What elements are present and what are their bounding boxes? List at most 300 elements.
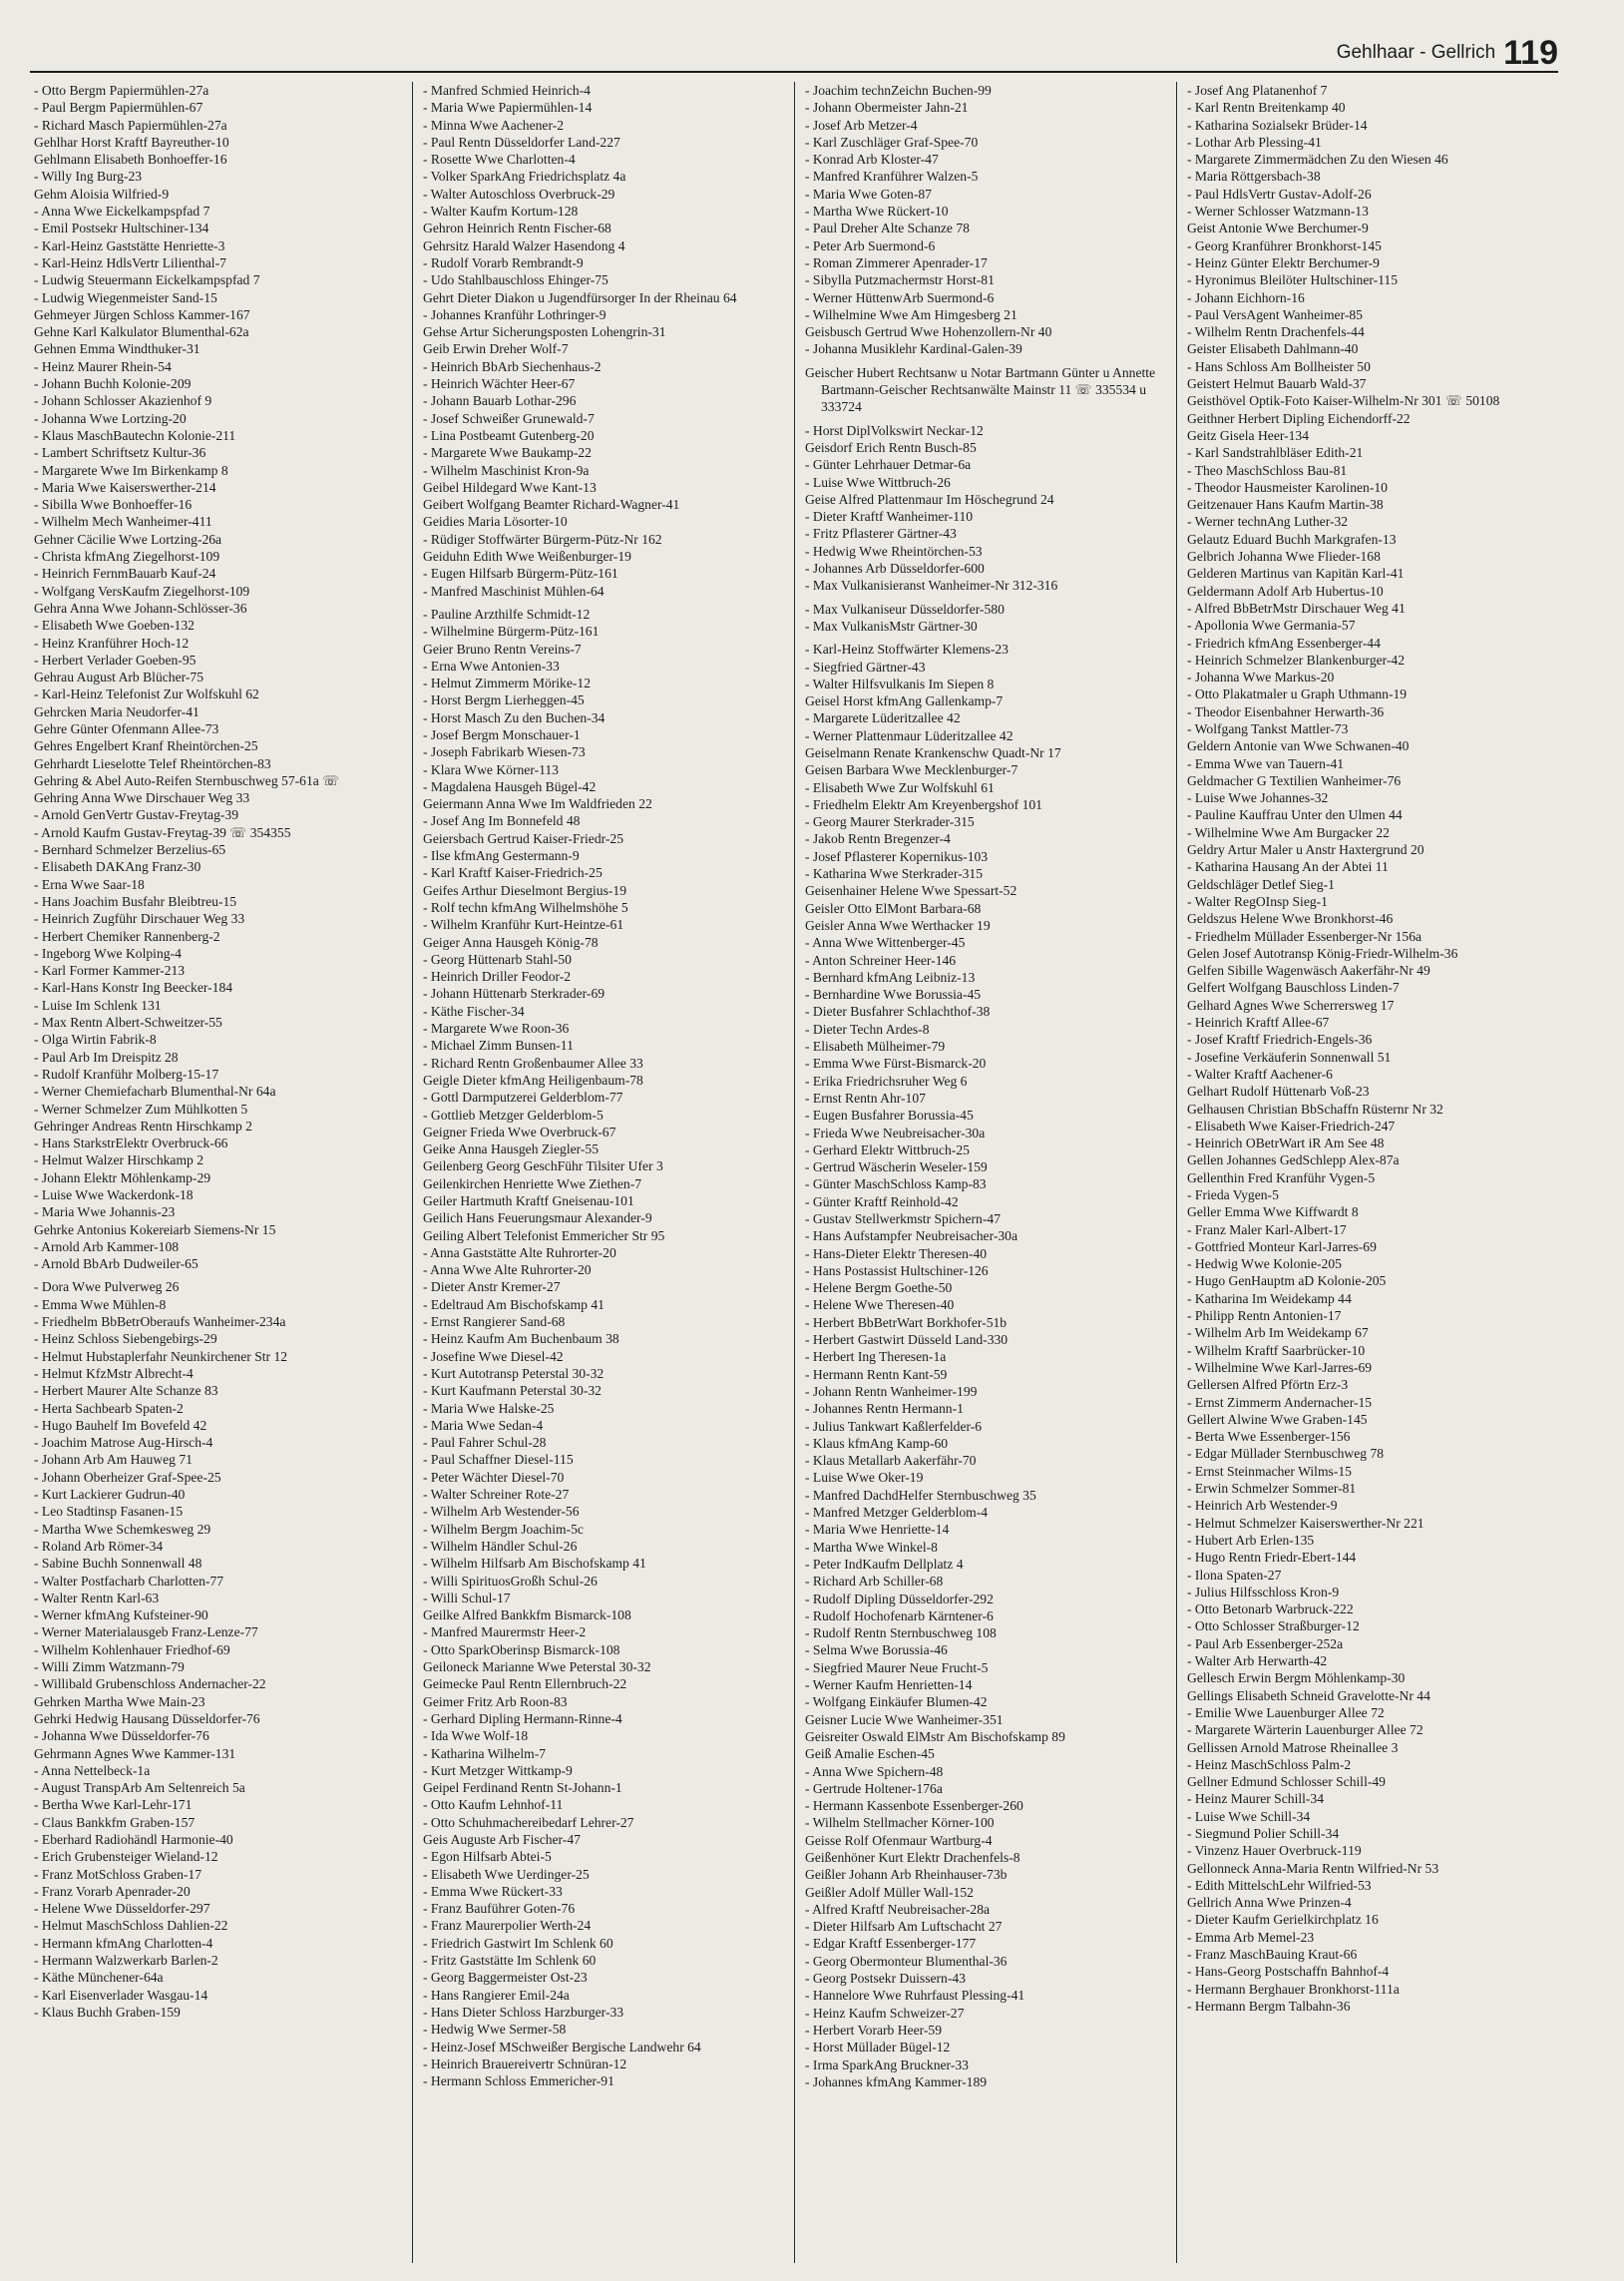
directory-entry: - Klara Wwe Körner-113 [423,761,559,777]
directory-entry: - August TranspArb Am Seltenreich 5a [34,1780,245,1796]
directory-entry: - Johann Oberheizer Graf-Spee-25 [34,1469,221,1485]
directory-entry: - Rudolf Vorarb Rembrandt-9 [423,254,584,270]
directory-entry: Gehra Anna Wwe Johann-Schlösser-36 [34,600,247,616]
directory-entry: - Hyronimus Bleilöter Hultschiner-115 [1187,272,1399,288]
directory-entry: Geisthövel Optik-Foto Kaiser-Wilhelm-Nr 301 ☏ 50108 [1187,393,1500,409]
directory-entry: - Wilhelmine Wwe Am Himgesberg 21 [805,306,1017,322]
directory-entry: Gehrmann Agnes Wwe Kammer-131 [34,1745,236,1761]
directory-entry: - Johannes kfmAng Kammer-189 [805,2073,988,2089]
directory-entry: - Julius Tankwart Kaßlerfelder-6 [805,1418,983,1434]
directory-entry: Geißler Adolf Müller Wall-152 [805,1884,974,1900]
directory-entry: - Georg Kranführer Bronkhorst-145 [1187,237,1382,253]
directory-entry: - Wolfgang VersKaufm Ziegelhorst-109 [34,583,250,599]
directory-entry: - Johann Bauarb Lothar-296 [423,393,577,409]
directory-entry: - Peter IndKaufm Dellplatz 4 [805,1556,964,1572]
directory-entry: - Klaus Buchh Graben-159 [34,2004,181,2020]
directory-entry: - Anna Wwe Spichern-48 [805,1763,944,1779]
directory-entry: - Willi Zimm Watzmann-79 [34,1659,185,1675]
directory-entry: Geisdorf Erich Rentn Busch-85 [805,439,977,455]
directory-entry: - Max Rentn Albert-Schweitzer-55 [34,1015,222,1031]
directory-entry: - Rosette Wwe Charlotten-4 [423,152,576,168]
directory-entry: Geldermann Adolf Arb Hubertus-10 [1187,583,1384,599]
directory-entry: - Edith MittelschLehr Wilfried-53 [1187,1877,1372,1893]
directory-entry: - Maria Wwe Johannis-23 [34,1204,176,1220]
directory-entry: Geldern Antonie van Wwe Schwanen-40 [1187,738,1410,754]
directory-entry: - Udo Stahlbauschloss Ehinger-75 [423,272,609,288]
directory-entry: - Max Vulkaniseur Düsseldorfer-580 [805,601,1005,617]
directory-entry: - Helmut Zimmerm Mörike-12 [423,676,591,691]
directory-entry: - Johanna Wwe Markus-20 [1187,670,1335,685]
directory-entry: - Heinz Maurer Schill-34 [1187,1791,1325,1807]
directory-entry: - Helmut Hubstaplerfahr Neunkirchener Str 12 [34,1348,288,1364]
directory-entry: Gehres Engelbert Kranf Rheintörchen-25 [34,738,258,754]
directory-entry: Geigle Dieter kfmAng Heiligenbaum-78 [423,1072,643,1088]
directory-entry: Gehrhardt Lieselotte Telef Rheintörchen-83 [34,755,271,771]
directory-entry: - Edeltraud Am Bischofskamp 41 [423,1296,605,1312]
directory-entry: - Pauline Arzthilfe Schmidt-12 [423,606,591,622]
directory-entry: - Manfred Maurermstr Heer-2 [423,1624,587,1640]
directory-entry: - Martha Wwe Winkel-8 [805,1539,938,1555]
directory-entry: - Walter Rentn Karl-63 [34,1590,160,1605]
directory-entry: Gehre Günter Ofenmann Allee-73 [34,720,219,736]
directory-entry: - Wilhelm Arb Im Weidekamp 67 [1187,1325,1369,1341]
directory-entry: - Johann Hüttenarb Sterkrader-69 [423,986,606,1002]
directory-entry: - Georg Hüttenarb Stahl-50 [423,951,572,967]
directory-entry: - Heinz-Josef MSchweißer Bergische Landwehr 64 [423,2039,701,2054]
directory-entry: - Rolf techn kfmAng Wilhelmshöhe 5 [423,899,628,915]
directory-entry: - Johann Elektr Möhlenkamp-29 [34,1169,211,1185]
directory-entry: Geisler Otto ElMont Barbara-68 [805,900,982,916]
directory-entry: - Karl-Heinz HdlsVertr Lilienthal-7 [34,254,226,270]
directory-entry: - Helene Bergm Goethe-50 [805,1280,953,1296]
directory-entry: Gellert Alwine Wwe Graben-145 [1187,1411,1368,1427]
directory-entry: - Dora Wwe Pulverweg 26 [34,1279,180,1295]
directory-entry: - Anna Gaststätte Alte Ruhrorter-20 [423,1244,616,1260]
directory-entry: - Kurt Metzger Wittkamp-9 [423,1762,573,1778]
directory-entry: - Wilhelm Maschinist Kron-9a [423,462,590,478]
directory-entry: - Lothar Arb Plessing-41 [1187,134,1322,150]
directory-entry: Geitzenauer Hans Kaufm Martin-38 [1187,497,1384,513]
directory-entry: - Heinrich Brauereivertr Schnüran-12 [423,2055,627,2071]
directory-entry: - Georg Maurer Sterkrader-315 [805,814,975,830]
directory-entry: - Herbert Verlader Goeben-95 [34,652,197,668]
directory-entry: - Manfred Kranführer Walzen-5 [805,169,979,185]
directory-entry: Geiduhn Edith Wwe Weißenburger-19 [423,549,631,565]
directory-entry: - Werner Kaufm Henrietten-14 [805,1677,973,1693]
directory-entry: Geifes Arthur Dieselmont Bergius-19 [423,882,626,898]
directory-entry: - Magdalena Hausgeh Bügel-42 [423,778,597,794]
directory-entry: Geis Auguste Arb Fischer-47 [423,1831,581,1847]
directory-entry: - Ernst Rentn Ahr-107 [805,1090,926,1106]
directory-entry: - Anna Nettelbeck-1a [34,1762,151,1778]
directory-entry: - Wilhelm Kranführ Kurt-Heintze-61 [423,917,624,933]
directory-entry: - Margarete Wärterin Lauenburger Allee 72 [1187,1722,1423,1738]
directory-entry: - Otto SparkOberinsp Bismarck-108 [423,1641,620,1657]
directory-entry: Geldschläger Detlef Sieg-1 [1187,876,1335,892]
directory-entry: - Olga Wirtin Fabrik-8 [34,1032,157,1048]
directory-entry: - Elisabeth Wwe Kaiser-Friedrich-247 [1187,1118,1396,1134]
directory-entry: Gellonneck Anna-Maria Rentn Wilfried-Nr 53 [1187,1860,1439,1876]
directory-entry: - Konrad Arb Kloster-47 [805,152,939,168]
directory-entry: Gehlmann Elisabeth Bonhoeffer-16 [34,152,227,168]
directory-entry: - Dieter Anstr Kremer-27 [423,1279,561,1295]
directory-entry: Gehrsitz Harald Walzer Hasendong 4 [423,237,625,253]
directory-entry: - Heinrich Wächter Heer-67 [423,376,576,392]
directory-entry: - Walter RegOInsp Sieg-1 [1187,893,1328,909]
directory-entry: Gehrken Martha Wwe Main-23 [34,1693,205,1709]
directory-entry: - Hans Schloss Am Bollheister 50 [1187,358,1371,374]
directory-entry: - Minna Wwe Aachener-2 [423,117,565,133]
directory-entry: - Dieter Hilfsarb Am Luftschacht 27 [805,1919,1003,1935]
directory-entry: - Maria Wwe Halske-25 [423,1400,555,1416]
directory-entry: - Wilhelm Stellmacher Körner-100 [805,1815,995,1831]
directory-entry: - Eugen Hilfsarb Bürgerm-Pütz-161 [423,566,618,582]
directory-entry: - Katharina Wilhelm-7 [423,1745,547,1761]
directory-entry: - Arnold GenVertr Gustav-Freytag-39 [34,807,238,823]
directory-entry: Gellrich Anna Wwe Prinzen-4 [1187,1895,1352,1911]
directory-entry: - Frieda Wwe Neubreisacher-30a [805,1125,986,1140]
directory-entry: - Leo Stadtinsp Fasanen-15 [34,1504,184,1520]
directory-entry: - Heinz Schloss Siebengebirgs-29 [34,1331,217,1347]
directory-entry: Gellings Elisabeth Schneid Gravelotte-Nr 44 [1187,1687,1430,1703]
directory-entry: - Johann Schlosser Akazienhof 9 [34,393,212,409]
directory-entry: Gelhard Agnes Wwe Scherrersweg 17 [1187,997,1395,1013]
directory-entry: Gehrt Dieter Diakon u Jugendfürsorger In der Rheinau 64 [423,289,737,305]
directory-entry: - Joachim Matrose Aug-Hirsch-4 [34,1435,213,1451]
directory-entry: - Otto Betonarb Warbruck-222 [1187,1601,1354,1617]
directory-entry: - Werner Schlosser Watzmann-13 [1187,204,1369,220]
directory-entry: - Lina Postbeamt Gutenberg-20 [423,427,595,443]
directory-entry: Geiling Albert Telefonist Emmericher Str 95 [423,1227,665,1243]
directory-entry: - Walter Arb Herwarth-42 [1187,1653,1328,1669]
directory-entry: - Paul Dreher Alte Schanze 78 [805,221,970,236]
directory-entry: - Helmut MaschSchloss Dahlien-22 [34,1918,228,1934]
directory-entry: - Helmut Schmelzer Kaiserswerther-Nr 221 [1187,1515,1424,1531]
directory-entry: - Hermann Kassenbote Essenberger-260 [805,1798,1023,1814]
directory-entry: - Hedwig Wwe Sermer-58 [423,2022,567,2038]
directory-entry: - Wolfgang Einkäufer Blumen-42 [805,1694,988,1710]
directory-entry: - Manfred Metzger Gelderblom-4 [805,1505,989,1521]
directory-entry: - Helene Wwe Theresen-40 [805,1297,955,1313]
directory-entry: - Hedwig Wwe Kolonie-205 [1187,1256,1342,1272]
directory-entry: Geister Elisabeth Dahlmann-40 [1187,341,1359,357]
directory-entry: - Siegfried Gärtner-43 [805,659,926,675]
directory-entry: Geiermann Anna Wwe Im Waldfrieden 22 [423,796,652,812]
directory-entry: - Wilhelm Kraftf Saarbrücker-10 [1187,1342,1366,1358]
directory-entry: - Günter MaschSchloss Kamp-83 [805,1176,987,1192]
directory-entry: - Luise Wwe Wackerdonk-18 [34,1187,194,1202]
directory-entry: - Otto Bergm Papiermühlen-27a [34,83,209,98]
directory-entry: - Maria Wwe Sedan-4 [423,1417,544,1433]
directory-entry: Geißenhöner Kurt Elektr Drachenfels-8 [805,1849,1020,1865]
directory-entry: - Theo MaschSchloss Bau-81 [1187,462,1348,478]
directory-entry: - Heinrich Driller Feodor-2 [423,969,572,985]
directory-entry: - Herbert Ing Theresen-1a [805,1349,947,1365]
directory-entry: - Claus Bankkfm Graben-157 [34,1814,196,1830]
directory-entry: - Pauline Kauffrau Unter den Ulmen 44 [1187,807,1403,823]
directory-entry: - Gottfried Monteur Karl-Jarres-69 [1187,1238,1377,1254]
directory-entry: Geilke Alfred Bankkfm Bismarck-108 [423,1607,631,1623]
directory-entry: - Irma SparkAng Bruckner-33 [805,2056,969,2072]
directory-entry: - Horst Masch Zu den Buchen-34 [423,709,606,725]
directory-entry: - Wilhelm Arb Westender-56 [423,1504,580,1520]
directory-entry: - Margarete Lüderitzallee 42 [805,710,961,726]
directory-entry: - Siegmund Polier Schill-34 [1187,1825,1340,1841]
directory-entry: - Richard Rentn Großenbaumer Allee 33 [423,1055,643,1071]
directory-entry: - Gottl Darmputzerei Gelderblom-77 [423,1090,623,1106]
directory-entry: Gehner Cäcilie Wwe Lortzing-26a [34,531,222,547]
directory-entry: - Franz MaschBauing Kraut-66 [1187,1947,1358,1963]
directory-entry: Gehlhar Horst Kraftf Bayreuther-10 [34,134,229,150]
directory-entry: - Roman Zimmerer Apenrader-17 [805,254,988,270]
directory-entry: - Lambert Schriftsetz Kultur-36 [34,445,206,461]
directory-entry: - Alfred BbBetrMstr Dirschauer Weg 41 [1187,600,1406,616]
directory-entry: - Johanna Wwe Lortzing-20 [34,410,187,426]
page-header [1337,26,1558,70]
directory-entry: - Klaus Metallarb Aakerfähr-70 [805,1453,977,1469]
directory-entry: - Bernhardine Wwe Borussia-45 [805,987,982,1003]
directory-entry: - Arnold Arb Kammer-108 [34,1238,180,1254]
directory-entry: - Erna Wwe Saar-18 [34,876,145,892]
directory-entry: - Arnold Kaufm Gustav-Freytag-39 ☏ 354355 [34,824,291,840]
directory-entry: - Günter Lehrhauer Detmar-6a [805,457,972,473]
directory-entry: Geist Antonie Wwe Berchumer-9 [1187,221,1369,236]
directory-entry: - Kurt Lackierer Gudrun-40 [34,1487,186,1503]
directory-entry: - Manfred Maschinist Mühlen-64 [423,583,605,599]
directory-entry: - Hermann Rentn Kant-59 [805,1366,948,1382]
directory-entry: - Anna Wwe Eickelkampspfad 7 [34,204,210,220]
directory-entry: - Franz MotSchloss Graben-17 [34,1866,203,1882]
directory-entry: Geibel Hildegard Wwe Kant-13 [423,479,597,495]
directory-entry: - Katharina Hausang An der Abtei 11 [1187,859,1389,875]
directory-entry: - Luise Im Schlenk 131 [34,997,162,1013]
directory-entry: - Bernhard kfmAng Leibniz-13 [805,969,976,985]
directory-entry: Geigner Frieda Wwe Overbruck-67 [423,1124,616,1140]
directory-entry: Gelderen Martinus van Kapitän Karl-41 [1187,566,1405,582]
directory-entry: Geiler Hartmuth Kraftf Gneisenau-101 [423,1193,634,1208]
directory-entry: - Emma Arb Memel-23 [1187,1929,1315,1945]
directory-entry: - Heinrich OBetrWart iR Am See 48 [1187,1136,1385,1151]
directory-entry: - Max Vulkanisieranst Wanheimer-Nr 312-316 [805,578,1058,594]
directory-entry: - Sibylla Putzmachermstr Horst-81 [805,272,995,288]
directory-entry: - Sabine Buchh Sonnenwall 48 [34,1556,203,1572]
directory-entry: - Karl Kraftf Kaiser-Friedrich-25 [423,865,603,881]
directory-entry: - Herta Sachbearb Spaten-2 [34,1400,184,1416]
directory-entry: - Josef Schweißer Grunewald-7 [423,410,595,426]
directory-entry: - Fritz Gaststätte Im Schlenk 60 [423,1953,597,1969]
directory-entry: Gelbrich Johanna Wwe Flieder-168 [1187,549,1381,565]
directory-entry: Gelfen Sibille Wagenwäsch Aakerfähr-Nr 49 [1187,963,1430,979]
directory-entry: Geisel Horst kfmAng Gallenkamp-7 [805,693,1004,709]
directory-entry: - Hans StarkstrElektr Overbruck-66 [34,1136,228,1151]
directory-entry: Gellen Johannes GedSchlepp Alex-87a [1187,1152,1400,1168]
directory-entry: - Rudolf Kranführ Molberg-15-17 [34,1066,219,1082]
directory-entry: - Günter Kraftf Reinhold-42 [805,1193,959,1209]
directory-entry: - Heinz Maurer Rhein-54 [34,358,172,374]
directory-entry: - Ludwig Steuermann Eickelkampspfad 7 [34,272,260,288]
directory-entry: - Ernst Rangierer Sand-68 [423,1314,566,1330]
directory-entry: - Emil Postsekr Hultschiner-134 [34,221,209,236]
directory-entry: Geldry Artur Maler u Anstr Haxtergrund 20 [1187,842,1424,858]
directory-entry: - Ida Wwe Wolf-18 [423,1728,529,1744]
directory-entry: - Herbert Chemiker Rannenberg-2 [34,928,220,944]
directory-entry: - Emma Wwe Mühlen-8 [34,1296,167,1312]
directory-entry: - Paul Schaffner Diesel-115 [423,1452,574,1468]
directory-entry: - Hans-Dieter Elektr Theresen-40 [805,1245,988,1261]
directory-entry: - Hans-Georg Postschaffn Bahnhof-4 [1187,1964,1390,1980]
directory-entry: Geiersbach Gertrud Kaiser-Friedr-25 [423,830,624,846]
directory-entry: - Josef Kraftf Friedrich-Engels-36 [1187,1032,1373,1048]
directory-entry: - Horst Müllader Bügel-12 [805,2040,951,2055]
directory-entry: - Emma Wwe Rückert-33 [423,1883,563,1899]
directory-entry: - Ingeborg Wwe Kolping-4 [34,945,182,961]
directory-entry: - Martha Wwe Schemkesweg 29 [34,1521,211,1537]
directory-entry: - Elisabeth DAKAng Franz-30 [34,859,202,875]
page-number: 119 [1503,34,1558,72]
directory-entry: - Werner kfmAng Kufsteiner-90 [34,1607,208,1623]
directory-entry: - Joseph Fabrikarb Wiesen-73 [423,744,586,760]
directory-entry: - Dieter Kraftf Wanheimer-110 [805,509,974,525]
directory-entry: - Hannelore Wwe Ruhrfaust Plessing-41 [805,1988,1025,2004]
directory-entry: Geisler Anna Wwe Werthacker 19 [805,917,991,933]
directory-entry: - Erwin Schmelzer Sommer-81 [1187,1481,1357,1497]
directory-entry: - Bernhard Schmelzer Berzelius-65 [34,842,226,858]
directory-entry: Geitz Gisela Heer-134 [1187,427,1310,443]
directory-entry: - Karl Former Kammer-213 [34,963,186,979]
column-2 [412,82,794,2263]
directory-entry: - Johann Rentn Wanheimer-199 [805,1383,978,1399]
directory-entry: - Johannes Rentn Hermann-1 [805,1401,964,1417]
directory-entry: Gehne Karl Kalkulator Blumenthal-62a [34,324,249,340]
directory-entry: - Maria Wwe Papiermühlen-14 [423,100,593,116]
directory-entry: - Klaus kfmAng Kamp-60 [805,1435,949,1451]
directory-entry: - Joachim technZeichn Buchen-99 [805,83,992,98]
directory-entry: - Johanna Wwe Düsseldorfer-76 [34,1728,209,1744]
directory-entry: - Peter Arb Suermond-6 [805,237,936,253]
directory-entry: - Alfred Kraftf Neubreisacher-28a [805,1901,991,1917]
directory-entry: Gehse Artur Sicherungsposten Lohengrin-31 [423,324,666,340]
directory-entry: - Gertrude Holtener-176a [805,1780,943,1796]
directory-entry: - Hermann Berghauer Bronkhorst-111a [1187,1981,1400,1997]
directory-entry: - Wilhelm Rentn Drachenfels-44 [1187,324,1365,340]
directory-columns [30,82,1558,2263]
directory-entry: Gelhart Rudolf Hüttenarb Voß-23 [1187,1084,1370,1100]
directory-entry: - Heinz Kaufm Schweizer-27 [805,2005,965,2021]
directory-entry: - Max VulkanisMstr Gärtner-30 [805,618,978,634]
directory-entry: - Fritz Pflasterer Gärtner-43 [805,526,957,542]
directory-entry: - Eberhard Radiohändl Harmonie-40 [34,1831,233,1847]
directory-entry: - Heinz Günter Elektr Berchumer-9 [1187,254,1380,270]
directory-entry: - Josef Bergm Monschauer-1 [423,726,581,742]
directory-entry: - Bertha Wwe Karl-Lehr-171 [34,1797,193,1813]
directory-entry: - Erna Wwe Antonien-33 [423,658,560,674]
directory-entry: Geiselmann Renate Krankenschw Quadt-Nr 17 [805,744,1061,760]
directory-entry: - Roland Arb Römer-34 [34,1538,164,1554]
directory-entry: - Edgar Müllader Sternbuschweg 78 [1187,1446,1385,1462]
directory-entry: - Maria Röttgersbach-38 [1187,169,1321,185]
directory-entry: Geiß Amalie Eschen-45 [805,1746,935,1762]
directory-entry: - Käthe Münchener-64a [34,1970,164,1986]
directory-entry: Gellesch Erwin Bergm Möhlenkamp-30 [1187,1670,1406,1686]
directory-entry: - Ernst Steinmacher Wilms-15 [1187,1463,1352,1479]
directory-entry: - Friedhelm BbBetrOberaufs Wanheimer-234a [34,1314,286,1330]
directory-entry: - Johanna Musiklehr Kardinal-Galen-39 [805,341,1022,357]
directory-entry: - Karl-Hans Konstr Ing Beecker-184 [34,980,233,996]
directory-entry: - Hedwig Wwe Rheintörchen-53 [805,543,983,559]
directory-entry: - Karl-Heinz Gaststätte Henriette-3 [34,237,225,253]
directory-entry: - Karl Rentn Breitenkamp 40 [1187,100,1346,116]
directory-entry: Gelhausen Christian BbSchaffn Rüsternr Nr 32 [1187,1101,1443,1117]
directory-entry: - Willy Ing Burg-23 [34,169,143,185]
directory-entry: - Martha Wwe Rückert-10 [805,204,949,220]
directory-entry: - Anna Wwe Alte Ruhrorter-20 [423,1262,592,1278]
directory-entry: - Walter Kraftf Aachener-6 [1187,1066,1333,1082]
directory-entry: - Emma Wwe van Tauern-41 [1187,755,1345,771]
directory-entry: Gehrki Hedwig Hausang Düsseldorfer-76 [34,1710,260,1726]
directory-entry: - Friedhelm Elektr Am Kreyenbergshof 101 [805,796,1042,812]
directory-entry: Geisse Rolf Ofenmaur Wartburg-4 [805,1832,993,1848]
directory-entry: Geldszus Helene Wwe Bronkhorst-46 [1187,911,1394,927]
directory-entry: - Heinrich Kraftf Allee-67 [1187,1015,1330,1031]
directory-entry: - Karl Zuschläger Graf-Spee-70 [805,134,979,150]
directory-entry: - Gertrud Wäscherin Weseler-159 [805,1159,988,1175]
directory-entry: Geilich Hans Feuerungsmaur Alexander-9 [423,1210,652,1226]
directory-entry: - Rudolf Dipling Düsseldorfer-292 [805,1591,994,1606]
directory-entry: - Arnold BbArb Dudweiler-65 [34,1256,199,1272]
directory-entry: - Frieda Vygen-5 [1187,1187,1279,1202]
directory-entry: - Walter Kaufm Kortum-128 [423,204,579,220]
directory-entry: Gehring & Abel Auto-Reifen Sternbuschweg 57-61a ☏ [34,772,340,788]
directory-entry: Geimer Fritz Arb Roon-83 [423,1693,568,1709]
directory-entry: Geißler Johann Arb Rheinhauser-73b [805,1867,1008,1883]
directory-entry: - Heinrich Zugführ Dirschauer Weg 33 [34,911,245,927]
directory-entry: - Wilhelmine Wwe Karl-Jarres-69 [1187,1359,1373,1375]
directory-entry: - Dieter Kaufm Gerielkirchplatz 16 [1187,1912,1379,1928]
directory-entry: - Hubert Arb Erlen-135 [1187,1532,1315,1548]
directory-entry: - Willibald Grubenschloss Andernacher-22 [34,1676,266,1692]
directory-entry: - Karl-Heinz Telefonist Zur Wolfskuhl 62 [34,686,259,702]
directory-entry: - Margarete Wwe Baukamp-22 [423,445,592,461]
directory-entry: - Hans Joachim Busfahr Bleibtreu-15 [34,893,237,909]
directory-entry: - Apollonia Wwe Germania-57 [1187,618,1356,634]
directory-entry: - Katharina Im Weidekamp 44 [1187,1290,1352,1306]
directory-entry: - Heinz MaschSchloss Palm-2 [1187,1756,1352,1772]
directory-entry: Geisreiter Oswald ElMstr Am Bischofskamp 89 [805,1728,1065,1744]
directory-entry: Geithner Herbert Dipling Eichendorff-22 [1187,410,1411,426]
directory-entry: - Gerhard Elektr Wittbruch-25 [805,1141,970,1157]
directory-entry: Geib Erwin Dreher Wolf-7 [423,341,569,357]
directory-entry: - Luise Wwe Oker-19 [805,1470,924,1486]
directory-entry: Geller Emma Wwe Kiffwardt 8 [1187,1204,1359,1220]
directory-entry: Geisner Lucie Wwe Wanheimer-351 [805,1711,1004,1727]
directory-entry: - Elisabeth Wwe Zur Wolfskuhl 61 [805,779,995,795]
directory-entry: - Dieter Busfahrer Schlachthof-38 [805,1004,991,1020]
directory-entry: - Josef Pflasterer Kopernikus-103 [805,848,989,864]
directory-entry: - Karl-Heinz Stoffwärter Klemens-23 [805,642,1009,658]
directory-entry: - Hermann Bergm Talbahn-36 [1187,1998,1351,2014]
directory-entry: - Friedrich kfmAng Essenberger-44 [1187,635,1381,651]
directory-entry: - Friedhelm Müllader Essenberger-Nr 156a [1187,928,1422,944]
directory-entry: - Karl Eisenverlader Wasgau-14 [34,1987,208,2003]
directory-entry: - Wilhelmine Bürgerm-Pütz-161 [423,624,600,640]
directory-entry: - Hugo Bauhelf Im Bovefeld 42 [34,1417,207,1433]
directory-entry: - Heinz Kranführer Hoch-12 [34,635,190,651]
directory-entry: - Otto Plakatmaler u Graph Uthmann-19 [1187,686,1408,702]
directory-entry: - Helmut Walzer Hirschkamp 2 [34,1152,204,1168]
directory-entry: - Helene Wwe Düsseldorfer-297 [34,1901,210,1917]
directory-entry: - Werner Plattenmaur Lüderitzallee 42 [805,727,1014,743]
directory-entry: - Theodor Eisenbahner Herwarth-36 [1187,703,1385,719]
